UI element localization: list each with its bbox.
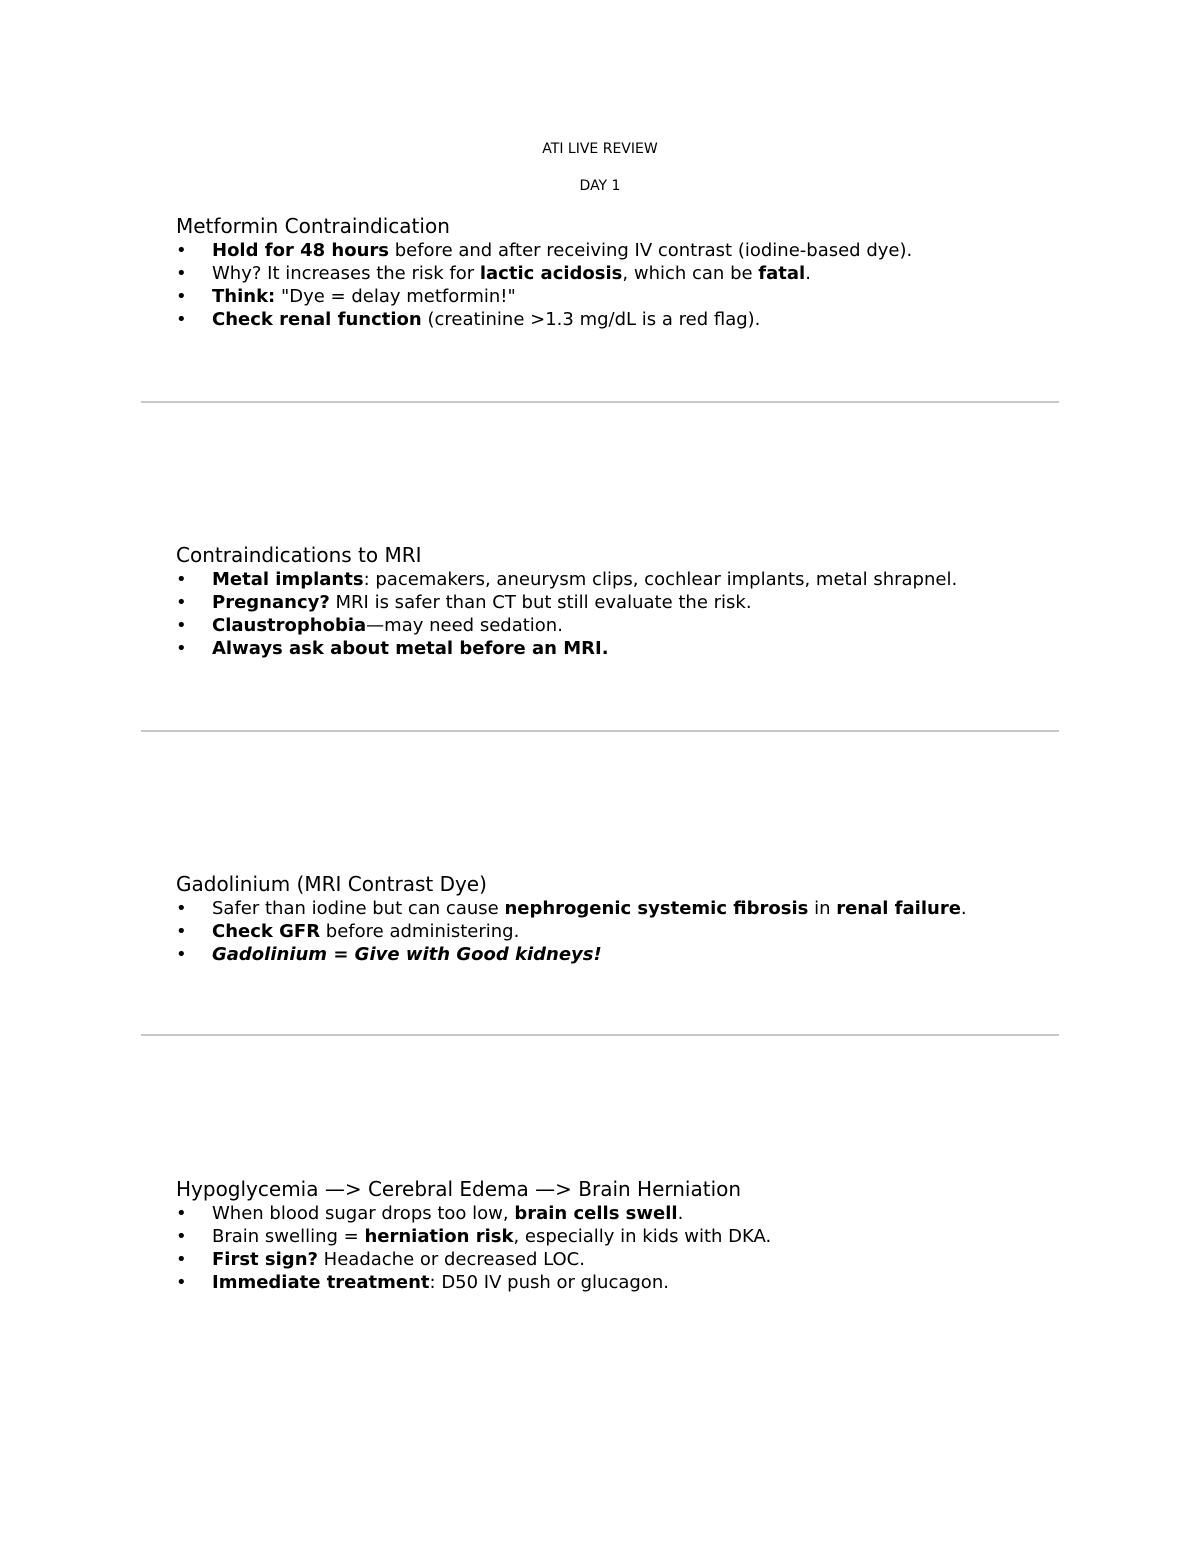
list-item <box>176 1248 1076 1271</box>
section-heading: Hypoglycemia —> Cerebral Edema —> Brain Herniation <box>176 1177 742 1201</box>
text-run: , especially in kids with DKA. <box>513 1226 772 1247</box>
bullet-icon: • <box>176 638 187 659</box>
bullet-icon: • <box>176 569 187 590</box>
text-run: . <box>677 1203 684 1224</box>
bullet-icon: • <box>176 615 187 636</box>
bullet-list <box>176 568 1076 660</box>
section-hypoglycemia <box>176 1176 1076 1294</box>
divider <box>141 730 1059 732</box>
bullet-list <box>176 897 1076 966</box>
text-run: : pacemakers, aneurysm clips, cochlear implants, metal shrapnel. <box>363 569 958 590</box>
list-item <box>176 308 1076 331</box>
text-run: Safer than iodine but can cause <box>212 898 505 919</box>
text-run: Headache or decreased LOC. <box>317 1249 585 1270</box>
text-run: When blood sugar drops too low, <box>212 1203 515 1224</box>
bullet-icon: • <box>176 898 187 919</box>
bullet-icon: • <box>176 1226 187 1247</box>
divider <box>141 401 1059 403</box>
document-title: ATI LIVE REVIEW <box>542 141 658 157</box>
text-run: Check GFR <box>212 921 321 942</box>
text-run: MRI is safer than CT but still evaluate the risk. <box>329 592 752 613</box>
text-run: —may need sedation. <box>366 615 563 636</box>
bullet-icon: • <box>176 240 187 261</box>
text-run: . <box>805 263 811 284</box>
text-run: Think: <box>212 286 276 307</box>
text-run: Always ask about metal before an MRI. <box>212 638 609 659</box>
section-heading: Contraindications to MRI <box>176 543 422 567</box>
list-item <box>176 897 1076 920</box>
section-gadolinium <box>176 871 1076 966</box>
text-run: . <box>960 898 967 919</box>
bullet-list <box>176 1202 1076 1294</box>
text-run: Check renal function <box>212 309 422 330</box>
bullet-list <box>176 239 1076 331</box>
section-heading: Gadolinium (MRI Contrast Dye) <box>176 872 487 896</box>
text-run: : D50 IV push or glucagon. <box>429 1272 669 1293</box>
list-item <box>176 239 1076 262</box>
text-run: First sign? <box>212 1249 318 1270</box>
text-run: Brain swelling = <box>212 1226 365 1247</box>
document-subtitle: DAY 1 <box>579 178 621 194</box>
section-heading: Metformin Contraindication <box>176 214 450 238</box>
bullet-icon: • <box>176 286 187 307</box>
list-item <box>176 920 1076 943</box>
text-run: nephrogenic systemic fibrosis <box>504 898 809 919</box>
text-run: (creatinine >1.3 mg/dL is a red flag). <box>421 309 761 330</box>
list-item <box>176 614 1076 637</box>
bullet-icon: • <box>176 1272 187 1293</box>
text-run: Immediate treatment <box>212 1272 430 1293</box>
text-run: , which can be <box>622 263 759 284</box>
text-run: brain cells swell <box>514 1203 678 1224</box>
text-run: before and after receiving IV contrast (iodine-based dye). <box>389 240 913 261</box>
text-run: Claustrophobia <box>212 615 367 636</box>
bullet-icon: • <box>176 1203 187 1224</box>
text-run: Pregnancy? <box>212 592 330 613</box>
bullet-icon: • <box>176 263 187 284</box>
list-item <box>176 568 1076 591</box>
text-run: Metal implants <box>212 569 364 590</box>
text-run: Hold for 48 hours <box>212 240 389 261</box>
text-run: in <box>808 898 837 919</box>
list-item <box>176 591 1076 614</box>
text-run: fatal <box>758 263 806 284</box>
text-run: before administering. <box>320 921 520 942</box>
list-item <box>176 262 1076 285</box>
bullet-icon: • <box>176 592 187 613</box>
list-item <box>176 637 1076 660</box>
bullet-icon: • <box>176 921 187 942</box>
list-item <box>176 943 1076 966</box>
text-run: renal failure <box>836 898 961 919</box>
divider <box>141 1034 1059 1036</box>
text-run: herniation risk <box>364 1226 514 1247</box>
bullet-icon: • <box>176 309 187 330</box>
text-run: Why? It increases the risk for <box>212 263 480 284</box>
list-item <box>176 1225 1076 1248</box>
section-mri <box>176 542 1076 660</box>
list-item <box>176 285 1076 308</box>
section-metformin <box>176 213 1076 331</box>
text-run: "Dye = delay metformin!" <box>275 286 516 307</box>
text-run: Gadolinium = Give with Good kidneys! <box>212 944 602 965</box>
bullet-icon: • <box>176 1249 187 1270</box>
bullet-icon: • <box>176 944 187 965</box>
list-item <box>176 1271 1076 1294</box>
text-run: lactic acidosis <box>479 263 623 284</box>
list-item <box>176 1202 1076 1225</box>
